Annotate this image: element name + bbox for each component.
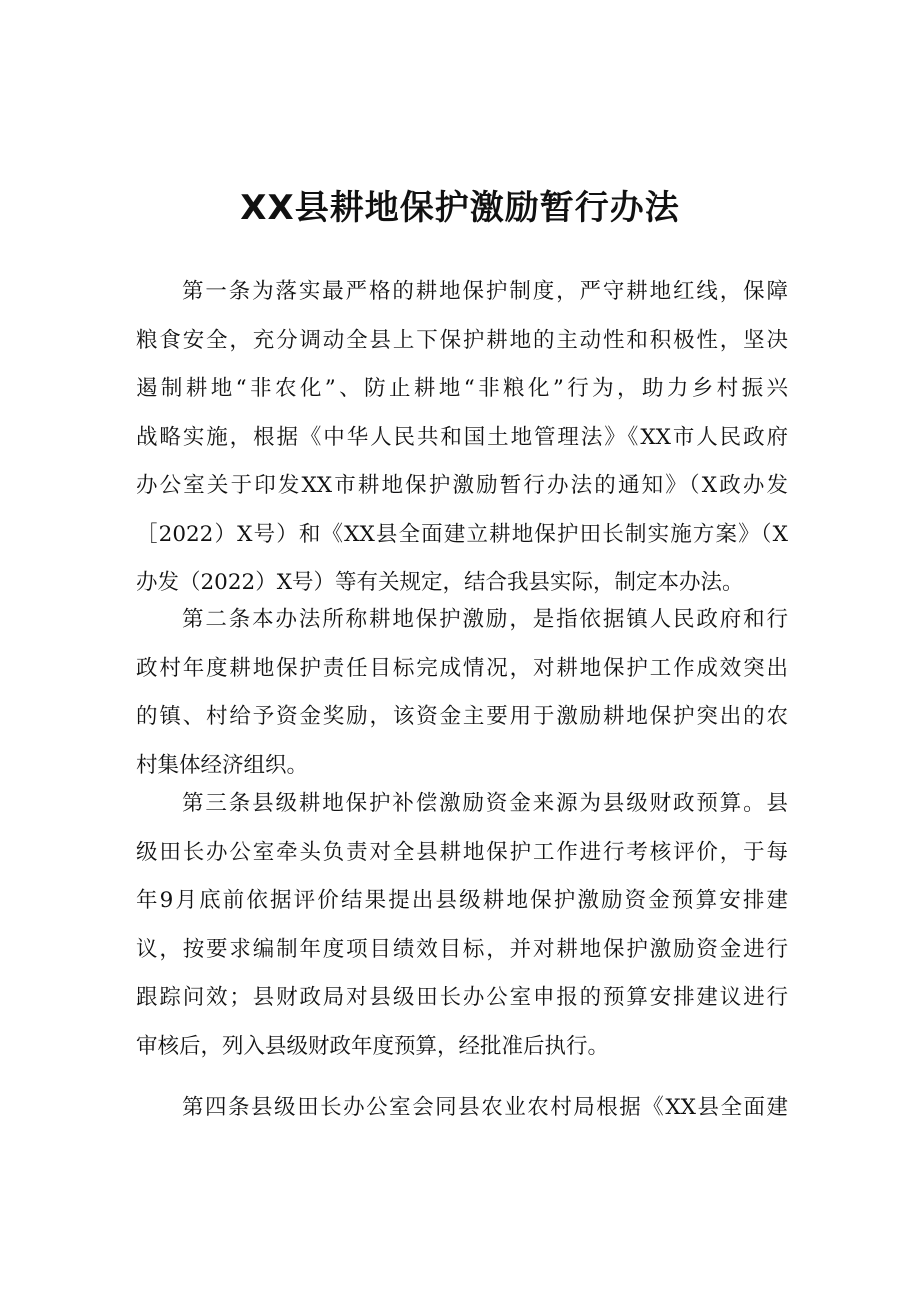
article-1-paragraph — [136, 268, 788, 608]
paragraph-line: 村集体经济组织。 — [136, 752, 309, 778]
paragraph-line: 政村年度耕地保护责任目标完成情况，对耕地保护工作成效突出 — [136, 655, 788, 681]
paragraph-line: 的镇、村给予资金奖励，该资金主要用于激励耕地保护突出的农 — [136, 704, 788, 729]
paragraph-line: 级田长办公室牵头负责对全县耕地保护工作进行考核评价，于每 — [136, 839, 788, 865]
paragraph-line: 年9月底前依据评价结果提出县级耕地保护激励资金预算安排建 — [136, 888, 788, 913]
paragraph-line: 战略实施，根据《中华人民共和国土地管理法》《XX市人民政府 — [136, 424, 788, 450]
paragraph-line: 办公室关于印发XX市耕地保护激励暂行办法的通知》（X政办发 — [136, 473, 788, 498]
article-4-paragraph — [136, 1084, 788, 1133]
paragraph-line: 第三条县级耕地保护补偿激励资金来源为县级财政预算。县 — [182, 791, 788, 816]
paragraph-line: 第二条本办法所称耕地保护激励，是指依据镇人民政府和行 — [182, 607, 788, 632]
article-2-paragraph — [136, 596, 788, 790]
paragraph-line: 粮食安全，充分调动全县上下保护耕地的主动性和积极性，坚决 — [136, 327, 788, 353]
paragraph-line: ［2022）X号）和《XX县全面建立耕地保护田长制实施方案》（X — [136, 521, 788, 547]
document-title: XX县耕地保护激励暂行办法 — [240, 188, 680, 228]
paragraph-line: 第四条县级田长办公室会同县农业农村局根据《XX县全面建 — [182, 1095, 788, 1120]
paragraph-line: 第一条为落实最严格的耕地保护制度，严守耕地红线，保障 — [182, 279, 788, 304]
paragraph-line: 跟踪问效；县财政局对县级田长办公室申报的预算安排建议进行 — [136, 985, 788, 1010]
paragraph-line: 遏制耕地“非农化”、防止耕地“非粮化”行为，助力乡村振兴 — [136, 376, 788, 401]
paragraph-line: 议，按要求编制年度项目绩效目标，并对耕地保护激励资金进行 — [136, 936, 788, 962]
paragraph-line: 审核后，列入县级财政年度预算，经批准后执行。 — [136, 1033, 610, 1059]
paragraph-line: 办发（2022）X号）等有关规定，结合我县实际，制定本办法。 — [136, 570, 744, 595]
article-3-paragraph — [136, 780, 788, 1071]
